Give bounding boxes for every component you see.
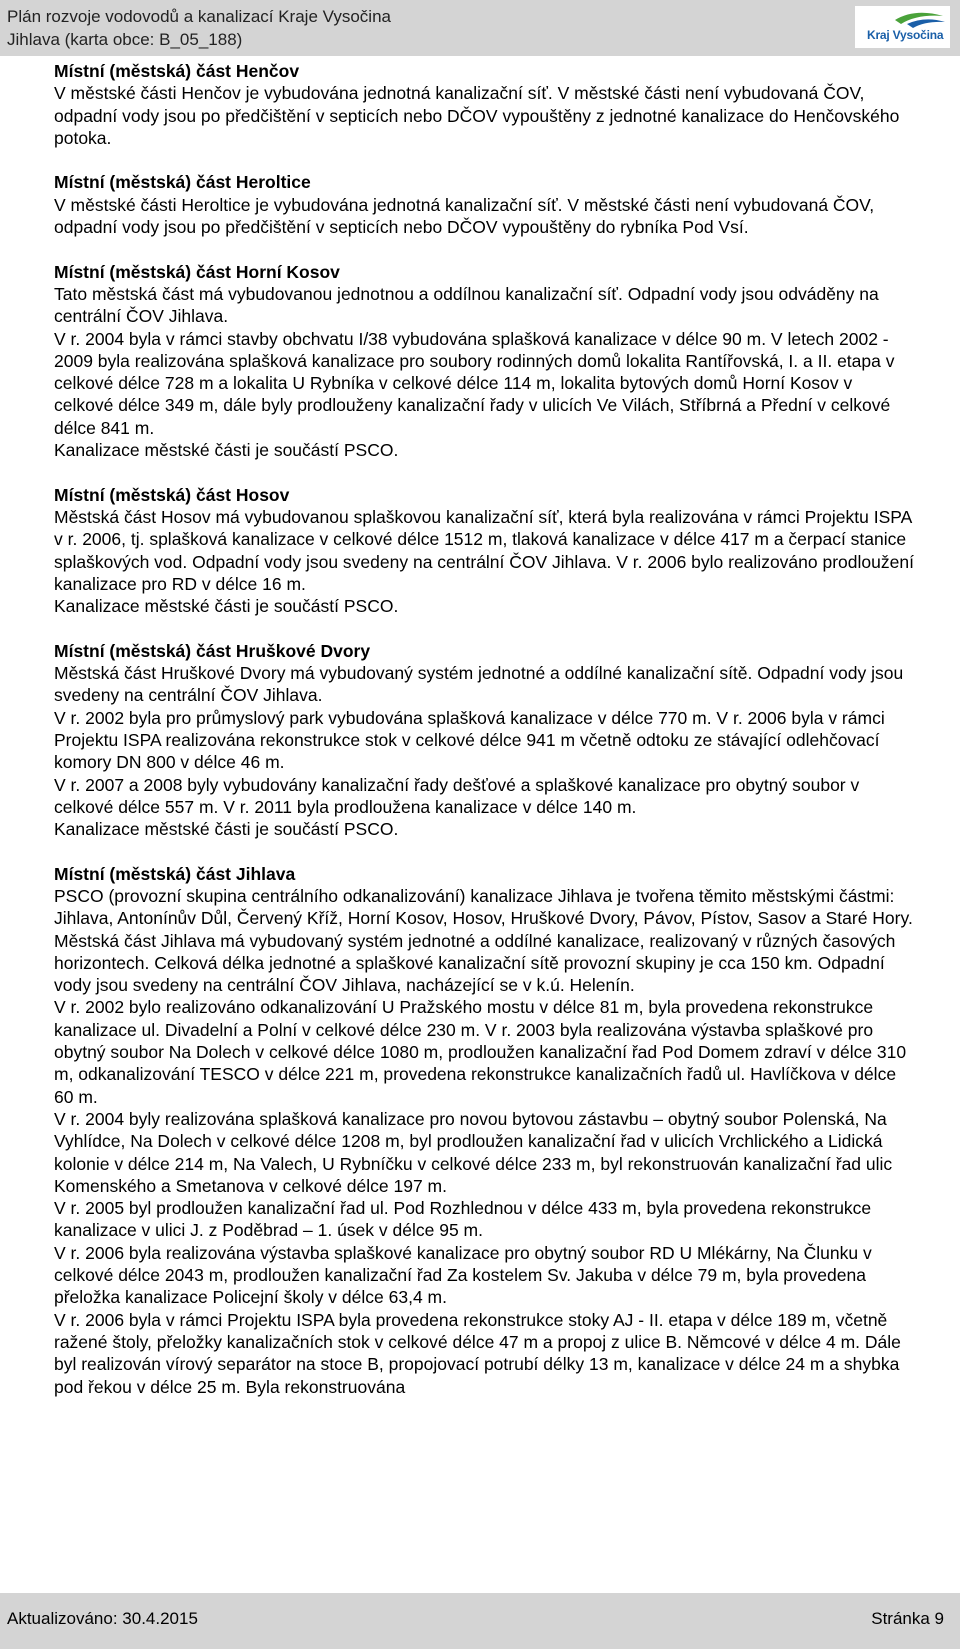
- section-paragraph: V r. 2004 byly realizována splašková kanalizace pro novou bytovou zástavbu – obytný soubor Polenská, Na Vyhlídce, Na Dolech v celkové délce 1208 m, byl prodloužen kanalizační řad v ulicích Vrchlického a Lidická kolonie v délce 214 m, Na Valech, U Rybníčku v celkové délce 233 m, byl rekonstruován kanalizační řad ulic Komenského a Smetanova v celkové délce 197 m.: [54, 1108, 893, 1196]
- section-paragraph: V r. 2002 bylo realizováno odkanalizování U Pražského mostu v délce 81 m, byla provedena rekonstrukce kanalizace ul. Divadelní a Polní v celkové délce 230 m. V r. 2003 byla realizována výstavba splaškové pro obytný soubor Na Dolech v celkové délce 1080 m, prodloužen kanalizační řad Pod Domem zdraví v délce 310 m, odkanalizování TESCO v délce 221 m, provedena rekonstrukce kanalizačních řadů ul. Havlíčkova v délce 60 m.: [54, 997, 907, 1107]
- section: [54, 484, 914, 618]
- section-paragraph: V r. 2006 byla v rámci Projektu ISPA byla provedena rekonstrukce stoky AJ - II. etapa v délce 189 m, včetně ražené štoly, přeložky kanalizačních stok v celkové délce 47 m a propoj z ulice B. Němcové v délce 4 m. Dále byl realizován vírový separátor na stoce B, propojovací potrubí délky 13 m, kanalizace v délce 24 m a shybka pod řekou v délce 25 m. Byla rekonstruována: [54, 1309, 901, 1397]
- section: [54, 60, 914, 149]
- section-paragraph: V r. 2004 byla v rámci stavby obchvatu I/38 vybudována splašková kanalizace v délce 90 m. V letech 2002 - 2009 byla realizována splašková kanalizace pro soubory rodinných domů lokalita Rantířovská, I. a II. etapa v celkové délce 728 m a lokalita U Rybníka v celkové délce 114 m, lokalita bytových domů Horní Kosov v celkové délce 349 m, dále byly prodlouženy kanalizační řady v ulicích Ve Vilách, Stříbrná a Přední v celkové délce 841 m.: [54, 328, 895, 438]
- section: [54, 640, 914, 841]
- page-number: Stránka 9: [871, 1609, 944, 1628]
- document-subtitle: Jihlava (karta obce: B_05_188): [7, 30, 243, 49]
- section-heading: Místní (městská) část Horní Kosov: [54, 261, 340, 282]
- section-paragraph: Kanalizace městské části je součástí PSCO.: [54, 440, 399, 461]
- section: [54, 171, 914, 238]
- section-paragraph: Kanalizace městské části je součástí PSCO.: [54, 596, 399, 617]
- section: [54, 863, 914, 1398]
- kraj-vysocina-logo: [855, 6, 950, 48]
- section-paragraph: V městské části Henčov je vybudována jednotná kanalizační síť. V městské části není vybudovaná ČOV, odpadní vody jsou po předčištění v septicích nebo DČOV vypouštěny z jednotné kanalizace do Henčovského potoka.: [54, 83, 900, 148]
- section-paragraph: V r. 2006 byla realizována výstavba splaškové kanalizace pro obytný soubor RD U Mlékárny, Na Člunku v celkové délce 2043 m, prodloužen kanalizační řad Za kostelem Sv. Jakuba v délce 79 m, byla provedena přeložka kanalizace Policejní školy v délce 63,4 m.: [54, 1242, 872, 1308]
- section-paragraph: Kanalizace městské části je součástí PSCO.: [54, 819, 399, 840]
- section-heading: Místní (městská) část Heroltice: [54, 172, 311, 193]
- page-footer: [0, 1593, 960, 1649]
- section-heading: Místní (městská) část Jihlava: [54, 863, 296, 884]
- page-header: [0, 0, 960, 56]
- section-heading: Místní (městská) část Henčov: [54, 61, 300, 81]
- section-paragraph: V r. 2002 byla pro průmyslový park vybudována splašková kanalizace v délce 770 m. V r. 2006 byla v rámci Projektu ISPA realizována rekonstrukce stok v celkové délce 941 m včetně odtoku ze stávající odlehčovací komory DN 800 v délce 46 m.: [54, 707, 885, 773]
- section-paragraph: V r. 2007 a 2008 byly vybudovány kanalizační řady dešťové a splaškové kanalizace pro obytný soubor v celkové délce 557 m. V r. 2011 byla prodloužena kanalizace v délce 140 m.: [54, 774, 860, 817]
- header-titles: [7, 5, 391, 51]
- section-heading: Místní (městská) část Hruškové Dvory: [54, 640, 371, 661]
- section-heading: Místní (městská) část Hosov: [54, 484, 290, 505]
- logo-text: Kraj Vysočina: [867, 28, 944, 42]
- document-title: Plán rozvoje vodovodů a kanalizací Kraje Vysočina: [7, 7, 391, 26]
- section: [54, 261, 914, 462]
- updated-date: Aktualizováno: 30.4.2015: [7, 1609, 198, 1628]
- document-body: [54, 60, 914, 1420]
- section-paragraph: Tato městská část má vybudovanou jednotnou a oddílnou kanalizační síť. Odpadní vody jsou odváděny na centrální ČOV Jihlava.: [54, 283, 879, 327]
- section-paragraph: V městské části Heroltice je vybudována jednotná kanalizační síť. V městské části není vybudovaná ČOV, odpadní vody jsou po předčištění v septicích nebo DČOV vypouštěny do rybníka Pod Vsí.: [54, 194, 875, 238]
- section-paragraph: V r. 2005 byl prodloužen kanalizační řad ul. Pod Rozhlednou v délce 433 m, byla provedena rekonstrukce kanalizace v ulici J. z Poděbrad – 1. úsek v délce 95 m.: [54, 1198, 872, 1241]
- section-paragraph: Městská část Hruškové Dvory má vybudovaný systém jednotné a oddílné kanalizační sítě. Odpadní vody jsou svedeny na centrální ČOV Jihlava.: [54, 663, 904, 706]
- section-paragraph: PSCO (provozní skupina centrálního odkanalizování) kanalizace Jihlava je tvořena těmito městskými částmi: Jihlava, Antonínův Důl, Červený Kříž, Horní Kosov, Hosov, Hruškové Dvory, Pávov, Pístov, Sasov a Staré Hory.: [54, 885, 913, 929]
- section-paragraph: Městská část Jihlava má vybudovaný systém jednotné a oddílné kanalizace, realizovaný v různých časových horizontech. Celková délka jednotné a splaškové kanalizační sítě provozní skupiny je cca 150 km. Odpadní vody jsou svedeny na centrální ČOV Jihlava, nacházející se v k.ú. Helenín.: [54, 930, 896, 996]
- section-paragraph: Městská část Hosov má vybudovanou splaškovou kanalizační síť, která byla realizována v rámci Projektu ISPA v r. 2006, tj. splašková kanalizace v celkové délce 1512 m, tlaková kanalizace v délce 417 m a čerpací stanice splaškových vod. Odpadní vody jsou svedeny na centrální ČOV Jihlava. V r. 2006 bylo realizováno prodloužení kanalizace pro RD v délce 16 m.: [54, 506, 914, 594]
